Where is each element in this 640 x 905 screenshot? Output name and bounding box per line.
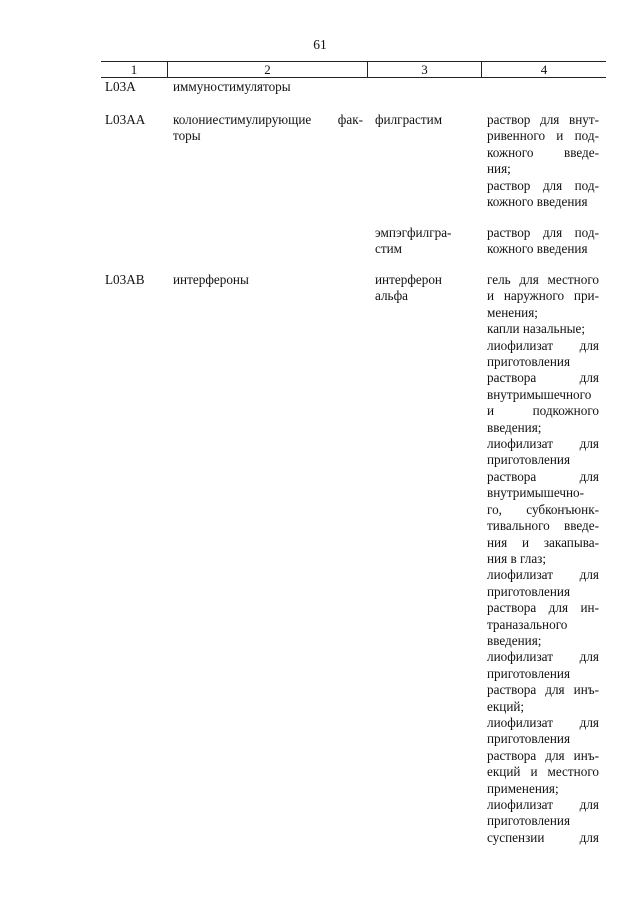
dosage-form-line: лиофилизат для (487, 649, 599, 665)
dosage-form-line: введения; (487, 632, 542, 648)
dosage-form-line: приготовления (487, 731, 571, 747)
page-number: 61 (313, 37, 327, 52)
dosage-form-line: приготовления (487, 813, 571, 829)
header-col-2: 2 (168, 62, 368, 77)
group-name-line: колониестимулирующие фак- (173, 112, 363, 127)
dosage-form-line: лиофилизат для (487, 714, 599, 730)
dosage-form-line: лиофилизат для (487, 436, 599, 452)
dosage-form-line: ния в глаз; (487, 550, 547, 566)
drug-name-line: интерферон (375, 272, 442, 287)
dosage-form-line: раствора для (487, 370, 599, 386)
dosage-form-line: применения; (487, 780, 559, 796)
dosage-form-line: раствора для ин- (487, 600, 599, 616)
dosage-form-line: введения; (487, 419, 542, 435)
drug-name-line: филграстим (375, 112, 443, 127)
group-name-line: иммуностимуляторы (173, 79, 291, 94)
dosage-form-line: и наружного при- (487, 288, 599, 304)
drug-name-line: альфа (375, 288, 408, 304)
dosage-form-line: и подкожного (487, 403, 599, 419)
dosage-form-line: гель для местного (487, 272, 599, 287)
dosage-form-line: приготовления (487, 665, 571, 681)
drug-name-line: стим (375, 241, 403, 257)
dosage-form-line: ривенного и под- (487, 128, 599, 144)
dosage-form-line: лиофилизат для (487, 797, 599, 812)
dosage-form-line: приготовления (487, 354, 571, 370)
group-name-line: интерфероны (173, 272, 249, 287)
group-name (173, 79, 291, 95)
dosage-form-line: тивального введе- (487, 518, 599, 534)
header-col-3: 3 (368, 62, 482, 77)
dosage-form-line: внутримышечно- (487, 485, 585, 501)
dosage-form-line: суспензии для (487, 829, 599, 845)
dosage-form-line: кожного введе- (487, 144, 599, 160)
drug-name (375, 272, 442, 305)
dosage-form-line: кожного введения (487, 194, 588, 210)
group-name (173, 112, 363, 145)
dosage-forms (487, 112, 599, 210)
dosage-form-line: раствор для внут- (487, 112, 599, 127)
header-col-4: 4 (540, 62, 548, 77)
dosage-form-line: лиофилизат для (487, 567, 599, 583)
dosage-form-line: кожного введения (487, 241, 588, 257)
drug-name (375, 225, 451, 258)
atc-code: L03AB (105, 272, 145, 287)
drug-name-line: эмпэгфилгра- (375, 225, 452, 240)
group-name-line: торы (173, 128, 201, 144)
group-name (173, 272, 249, 288)
dosage-form-line: траназального (487, 616, 568, 632)
dosage-form-line: раствор для под- (487, 225, 599, 240)
atc-code: L03AA (105, 112, 146, 127)
dosage-forms (487, 272, 599, 846)
dosage-form-line: раствора для (487, 468, 599, 484)
table-header (101, 61, 606, 78)
header-col-1: 1 (101, 62, 168, 77)
dosage-form-line: капли назальные; (487, 321, 585, 337)
dosage-form-line: екций и местного (487, 764, 599, 780)
dosage-form-line: приготовления (487, 452, 571, 468)
dosage-form-line: го, субконъюнк- (487, 501, 599, 517)
dosage-form-line: раствора для инъ- (487, 747, 599, 763)
dosage-form-line: ния; (487, 161, 511, 177)
dosage-form-line: приготовления (487, 583, 571, 599)
dosage-forms (487, 225, 599, 258)
dosage-form-line: раствора для инъ- (487, 682, 599, 698)
dosage-form-line: раствор для под- (487, 177, 599, 193)
dosage-form-line: внутримышечного (487, 386, 592, 402)
dosage-form-line: менения; (487, 304, 538, 320)
dosage-form-line: ния и закапыва- (487, 534, 599, 550)
dosage-form-line: лиофилизат для (487, 337, 599, 353)
atc-code: L03A (105, 79, 136, 94)
dosage-form-line: екций; (487, 698, 525, 714)
drug-name (375, 112, 442, 128)
